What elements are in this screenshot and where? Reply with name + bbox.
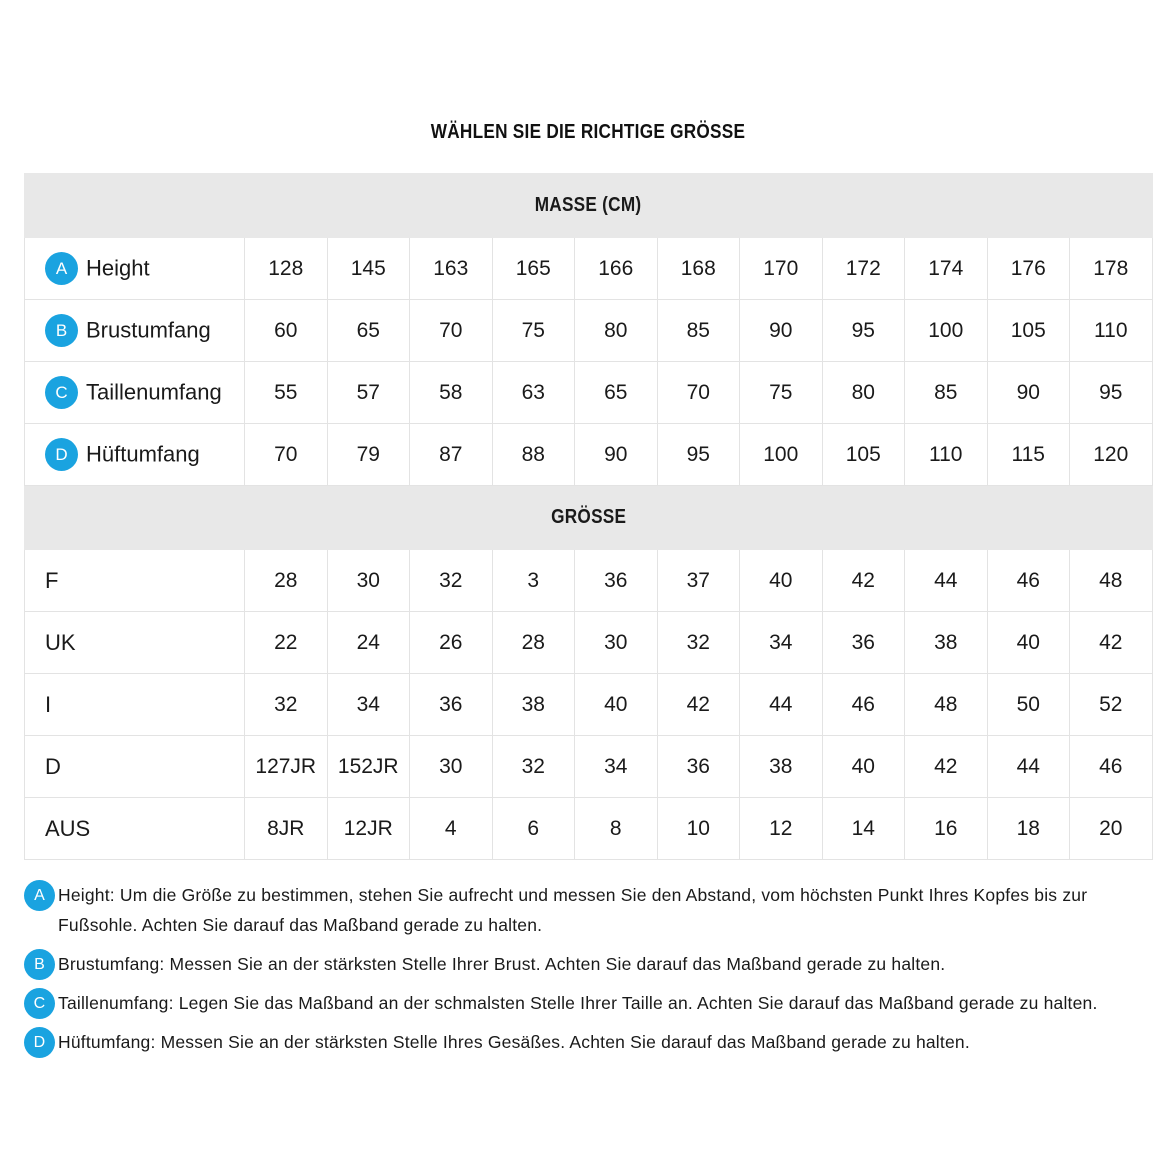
value-cell: 46 [822, 674, 905, 736]
row-label-cell [25, 362, 245, 424]
value-cell: 79 [327, 424, 410, 486]
value-cell: 90 [987, 362, 1070, 424]
size-row [25, 798, 1153, 860]
section-header-measurements [25, 174, 1153, 238]
row-label-cell [25, 238, 245, 300]
value-cell: 34 [740, 612, 823, 674]
row-label: F [25, 550, 245, 612]
value-cell: 166 [575, 238, 658, 300]
value-cell: 34 [327, 674, 410, 736]
measurement-row [25, 300, 1153, 362]
badge-letter-icon: B [45, 314, 78, 347]
value-cell: 36 [822, 612, 905, 674]
value-cell: 168 [657, 238, 740, 300]
value-cell: 50 [987, 674, 1070, 736]
value-cell: 42 [1070, 612, 1153, 674]
value-cell: 42 [657, 674, 740, 736]
value-cell: 110 [905, 424, 988, 486]
row-label: D [25, 736, 245, 798]
value-cell: 18 [987, 798, 1070, 860]
measurement-row [25, 424, 1153, 486]
value-cell: 37 [657, 550, 740, 612]
value-cell: 65 [327, 300, 410, 362]
value-cell: 58 [410, 362, 493, 424]
size-row [25, 736, 1153, 798]
value-cell: 30 [410, 736, 493, 798]
value-cell: 85 [657, 300, 740, 362]
row-label: Height [86, 255, 150, 281]
note-text: Brustumfang: Messen Sie an der stärksten Stelle Ihrer Brust. Achten Sie darauf das Maßband gerade zu halten. [58, 954, 946, 974]
page-title: WÄHLEN SIE DIE RICHTIGE GRÖSSE [430, 121, 746, 143]
value-cell: 163 [410, 238, 493, 300]
value-cell: 48 [905, 674, 988, 736]
row-label: Hüftumfang [86, 441, 200, 467]
value-cell: 85 [905, 362, 988, 424]
value-cell: 8 [575, 798, 658, 860]
row-label: I [25, 674, 245, 736]
value-cell: 80 [822, 362, 905, 424]
size-row [25, 612, 1153, 674]
measurement-row [25, 362, 1153, 424]
badge-letter-icon: D [24, 1027, 55, 1058]
value-cell: 30 [575, 612, 658, 674]
value-cell: 152JR [327, 736, 410, 798]
value-cell: 100 [740, 424, 823, 486]
value-cell: 128 [245, 238, 328, 300]
value-cell: 22 [245, 612, 328, 674]
value-cell: 34 [575, 736, 658, 798]
value-cell: 24 [327, 612, 410, 674]
value-cell: 115 [987, 424, 1070, 486]
value-cell: 90 [575, 424, 658, 486]
value-cell: 145 [327, 238, 410, 300]
value-cell: 4 [410, 798, 493, 860]
value-cell: 100 [905, 300, 988, 362]
value-cell: 95 [657, 424, 740, 486]
value-cell: 95 [1070, 362, 1153, 424]
value-cell: 42 [822, 550, 905, 612]
value-cell: 44 [740, 674, 823, 736]
badge-letter-icon: A [45, 252, 78, 285]
value-cell: 28 [245, 550, 328, 612]
value-cell: 90 [740, 300, 823, 362]
badge-letter-icon: D [45, 438, 78, 471]
value-cell: 70 [657, 362, 740, 424]
size-chart-table [24, 173, 1153, 860]
row-label: UK [25, 612, 245, 674]
value-cell: 40 [822, 736, 905, 798]
value-cell: 57 [327, 362, 410, 424]
value-cell: 87 [410, 424, 493, 486]
note-item [24, 880, 1164, 940]
value-cell: 55 [245, 362, 328, 424]
size-chart-body [25, 174, 1153, 860]
value-cell: 28 [492, 612, 575, 674]
value-cell: 172 [822, 238, 905, 300]
value-cell: 70 [410, 300, 493, 362]
section-header-sizes [25, 486, 1153, 550]
value-cell: 40 [987, 612, 1070, 674]
value-cell: 110 [1070, 300, 1153, 362]
note-item [24, 1027, 1164, 1057]
value-cell: 75 [740, 362, 823, 424]
badge-letter-icon: B [24, 949, 55, 980]
value-cell: 44 [987, 736, 1070, 798]
value-cell: 12JR [327, 798, 410, 860]
value-cell: 36 [657, 736, 740, 798]
value-cell: 20 [1070, 798, 1153, 860]
value-cell: 80 [575, 300, 658, 362]
badge-letter-icon: A [24, 880, 55, 911]
value-cell: 46 [1070, 736, 1153, 798]
value-cell: 165 [492, 238, 575, 300]
section-header-cell [25, 486, 1153, 550]
value-cell: 127JR [245, 736, 328, 798]
value-cell: 32 [410, 550, 493, 612]
value-cell: 40 [740, 550, 823, 612]
value-cell: 120 [1070, 424, 1153, 486]
note-item [24, 988, 1164, 1018]
value-cell: 8JR [245, 798, 328, 860]
value-cell: 60 [245, 300, 328, 362]
value-cell: 44 [905, 550, 988, 612]
size-row [25, 550, 1153, 612]
value-cell: 6 [492, 798, 575, 860]
value-cell: 14 [822, 798, 905, 860]
value-cell: 10 [657, 798, 740, 860]
note-item [24, 949, 1164, 979]
value-cell: 105 [822, 424, 905, 486]
value-cell: 70 [245, 424, 328, 486]
row-label-cell [25, 300, 245, 362]
value-cell: 26 [410, 612, 493, 674]
row-label: Taillenumfang [86, 379, 222, 405]
value-cell: 48 [1070, 550, 1153, 612]
value-cell: 52 [1070, 674, 1153, 736]
value-cell: 38 [492, 674, 575, 736]
section-title-measurements: MASSE (CM) [534, 194, 642, 216]
value-cell: 3 [492, 550, 575, 612]
row-label-cell [25, 424, 245, 486]
size-row [25, 674, 1153, 736]
note-text: Taillenumfang: Legen Sie das Maßband an der schmalsten Stelle Ihrer Taille an. Achten Sie darauf das Maßband gerade zu halten. [58, 993, 1098, 1013]
value-cell: 105 [987, 300, 1070, 362]
value-cell: 16 [905, 798, 988, 860]
value-cell: 42 [905, 736, 988, 798]
value-cell: 178 [1070, 238, 1153, 300]
value-cell: 32 [492, 736, 575, 798]
measurement-notes [24, 880, 1164, 1057]
row-label: AUS [25, 798, 245, 860]
value-cell: 32 [657, 612, 740, 674]
value-cell: 38 [740, 736, 823, 798]
value-cell: 38 [905, 612, 988, 674]
value-cell: 36 [575, 550, 658, 612]
value-cell: 88 [492, 424, 575, 486]
value-cell: 174 [905, 238, 988, 300]
note-text: Hüftumfang: Messen Sie an der stärksten Stelle Ihres Gesäßes. Achten Sie darauf das Maßband gerade zu halten. [58, 1032, 970, 1052]
note-text: Height: Um die Größe zu bestimmen, stehen Sie aufrecht und messen Sie den Abstand, vom höchsten Punkt Ihres Kopfes bis zur Fußsohle. Achten Sie darauf das Maßband gerade zu halten. [58, 885, 1088, 935]
value-cell: 170 [740, 238, 823, 300]
measurement-row [25, 238, 1153, 300]
value-cell: 40 [575, 674, 658, 736]
value-cell: 176 [987, 238, 1070, 300]
badge-letter-icon: C [45, 376, 78, 409]
value-cell: 32 [245, 674, 328, 736]
badge-letter-icon: C [24, 988, 55, 1019]
section-title-sizes: GRÖSSE [550, 506, 626, 528]
value-cell: 30 [327, 550, 410, 612]
value-cell: 12 [740, 798, 823, 860]
value-cell: 95 [822, 300, 905, 362]
value-cell: 75 [492, 300, 575, 362]
value-cell: 63 [492, 362, 575, 424]
value-cell: 46 [987, 550, 1070, 612]
value-cell: 65 [575, 362, 658, 424]
value-cell: 36 [410, 674, 493, 736]
row-label: Brustumfang [86, 317, 211, 343]
